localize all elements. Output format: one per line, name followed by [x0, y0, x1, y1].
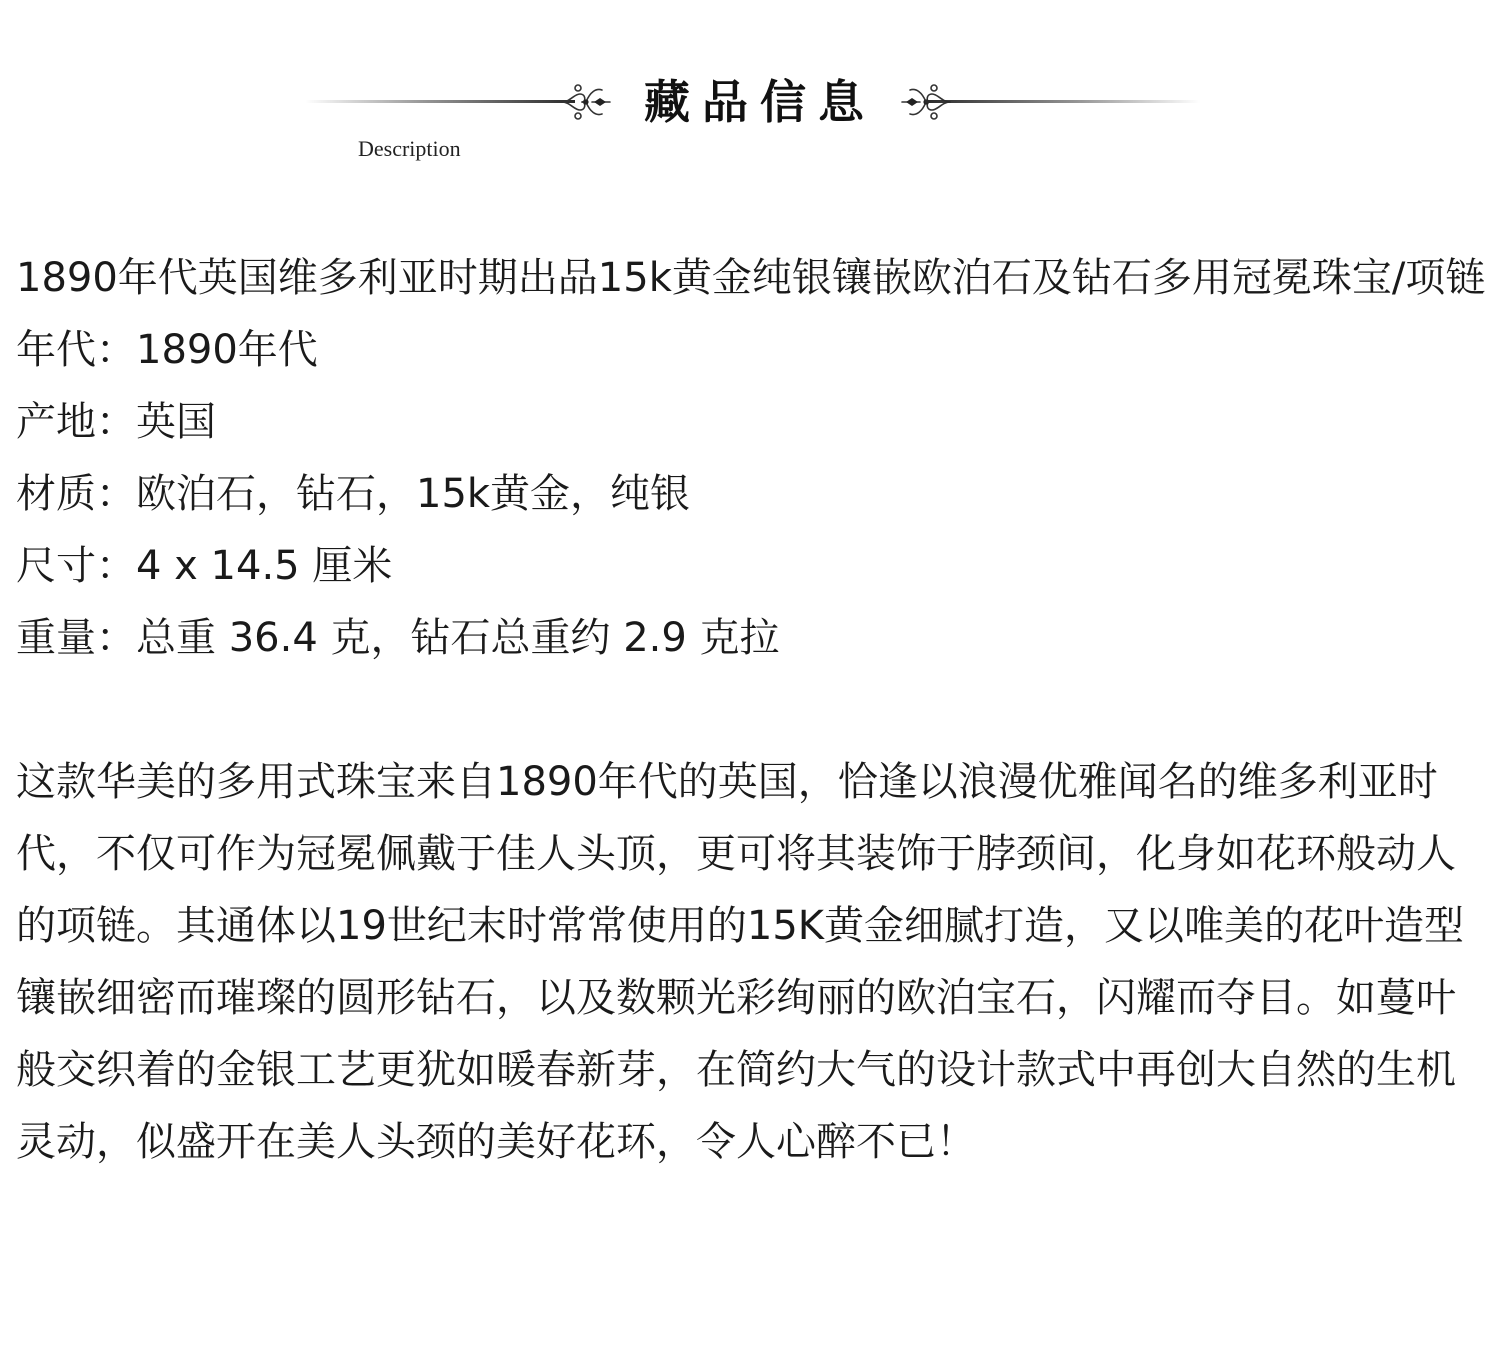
title-row: [0, 60, 1500, 144]
item-description: 这款华美的多用式珠宝来自1890年代的英国，恰逢以浪漫优雅闻名的维多利亚时代，不仅可作为冠冕佩戴于佳人头顶，更可将其装饰于脖颈间，化身如花环般动人的项链。其通体以19世纪末时常常使用的15K黄金细腻打造，又以唯美的花叶造型镶嵌细密而璀璨的圆形钻石，以及数颗光彩绚丽的欧泊宝石，闪耀而夺目。如蔓叶般交织着的金银工艺更犹如暖春新芽，在简约大气的设计款式中再创大自然的生机灵动，似盛开在美人头颈的美好花环，令人心醉不已！: [16, 759, 1465, 1165]
section-subtitle: Description: [358, 136, 461, 161]
spec-era: 年代：1890年代: [16, 327, 318, 373]
spacer: [16, 674, 1486, 746]
item-title: 1890年代英国维多利亚时期出品15k黄金纯银镶嵌欧泊石及钻石多用冠冕珠宝/项链: [16, 255, 1486, 301]
spec-size: 尺寸：4 x 14.5 厘米: [16, 543, 393, 589]
spec-material: 材质：欧泊石，钻石，15k黄金，纯银: [16, 471, 691, 517]
divider-line-left: [305, 100, 575, 103]
item-details: [16, 242, 1486, 1178]
divider-line-right: [925, 100, 1200, 103]
spec-origin: 产地：英国: [16, 399, 216, 445]
section-header: [0, 60, 1500, 170]
section-title: 藏品信息: [644, 75, 876, 129]
spec-weight: 重量：总重 36.4 克，钻石总重约 2.9 克拉: [16, 615, 780, 661]
flourish-ornament-icon: [556, 74, 612, 130]
